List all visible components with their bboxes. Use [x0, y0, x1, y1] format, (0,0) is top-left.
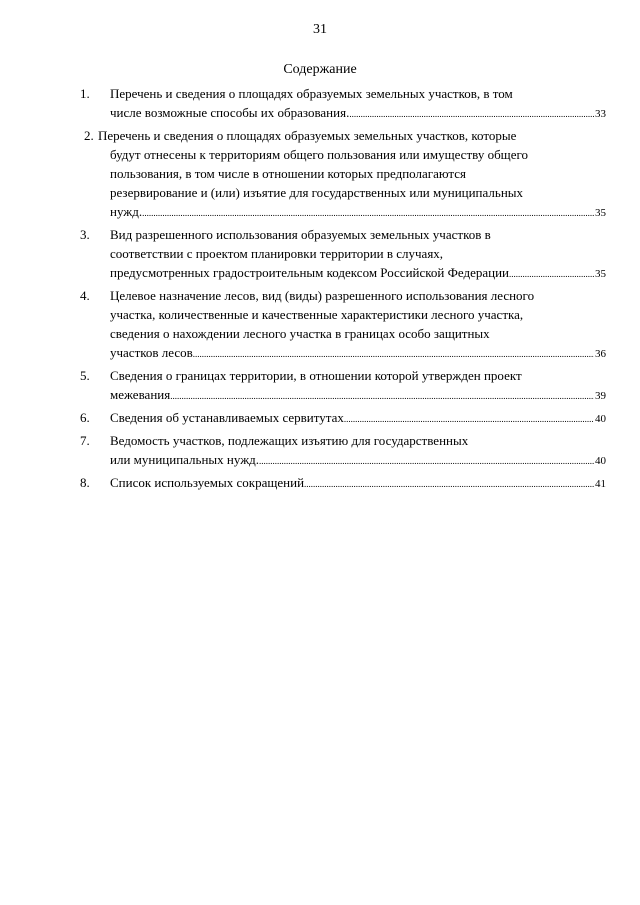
- toc-entry-page: 40: [595, 455, 606, 467]
- dot-leader: [304, 475, 594, 494]
- dot-leader: [349, 105, 594, 124]
- toc-entry-text-line: Перечень и сведения о площадях образуемых земельных участков, в том: [110, 86, 513, 101]
- toc-entry-5[interactable]: [80, 366, 606, 406]
- toc-entry-page: 36: [595, 348, 606, 360]
- toc-entry-number: 7.: [80, 433, 90, 448]
- toc-entry-text-line: Сведения о границах территории, в отношении которой утвержден проект: [110, 368, 522, 383]
- toc-entry-text-line: межевания: [110, 387, 171, 402]
- page-number: 31: [313, 22, 327, 37]
- toc-entry-8[interactable]: [80, 473, 606, 494]
- toc-entry-1[interactable]: [80, 84, 606, 124]
- toc-title: Содержание: [283, 62, 357, 77]
- toc-entry-6[interactable]: [80, 408, 606, 429]
- toc-entry-7[interactable]: [80, 431, 606, 471]
- toc-entry-page: 33: [595, 108, 606, 120]
- toc-entry-number: 2.: [84, 128, 94, 143]
- toc-entry-2[interactable]: [80, 126, 606, 223]
- dot-leader: [170, 387, 594, 406]
- toc-entry-text-line: Ведомость участков, подлежащих изъятию для государственных: [110, 433, 469, 448]
- toc-entry-page: 35: [595, 268, 606, 280]
- dot-leader: [259, 452, 594, 471]
- toc-entry-text-line: Сведения об устанавливаемых сервитутах: [110, 410, 344, 425]
- dot-leader: [509, 265, 594, 284]
- toc-entry-number: 1.: [80, 86, 90, 101]
- toc-entry-text-line: сведения о нахождении лесного участка в границах особо защитных: [110, 326, 490, 341]
- toc-entry-4[interactable]: [80, 286, 606, 364]
- dot-leader: [193, 345, 594, 364]
- table-of-contents: [80, 84, 606, 496]
- toc-entry-text-line: участков лесов: [110, 345, 193, 360]
- toc-entry-text-line: Перечень и сведения о площадях образуемых земельных участков, которые: [98, 128, 517, 143]
- toc-entry-number: 6.: [80, 410, 90, 425]
- toc-entry-3[interactable]: [80, 225, 606, 284]
- toc-entry-page: 35: [595, 207, 606, 219]
- toc-entry-number: 3.: [80, 227, 90, 242]
- toc-entry-page: 41: [595, 478, 606, 490]
- toc-entry-page: 39: [595, 390, 606, 402]
- toc-entry-text-line: Вид разрешенного использования образуемых земельных участков в: [110, 227, 491, 242]
- toc-entry-text-line: будут отнесены к территориям общего пользования или имуществу общего: [110, 147, 528, 162]
- toc-entry-text-line: нужд.: [110, 204, 143, 219]
- toc-entry-number: 8.: [80, 475, 90, 490]
- toc-entry-text-line: числе возможные способы их образования.: [110, 105, 350, 120]
- toc-entry-text-line: участка, количественные и качественные характеристики лесного участка,: [110, 307, 524, 322]
- dot-leader: [142, 204, 594, 223]
- toc-entry-number: 4.: [80, 288, 90, 303]
- toc-entry-text-line: Список используемых сокращений: [110, 475, 305, 490]
- toc-entry-text-line: пользования, в том числе в отношении которых предполагаются: [110, 166, 466, 181]
- toc-entry-text-line: резервирование и (или) изъятие для государственных или муниципальных: [110, 185, 524, 200]
- dot-leader: [344, 410, 594, 429]
- toc-entry-number: 5.: [80, 368, 90, 383]
- toc-entry-text-line: или муниципальных нужд.: [110, 452, 260, 467]
- toc-entry-text-line: предусмотренных градостроительным кодексом Российской Федерации: [110, 265, 510, 280]
- toc-entry-text-line: Целевое назначение лесов, вид (виды) разрешенного использования лесного: [110, 288, 535, 303]
- toc-entry-text-line: соответствии с проектом планировки территории в случаях,: [110, 246, 444, 261]
- toc-entry-page: 40: [595, 413, 606, 425]
